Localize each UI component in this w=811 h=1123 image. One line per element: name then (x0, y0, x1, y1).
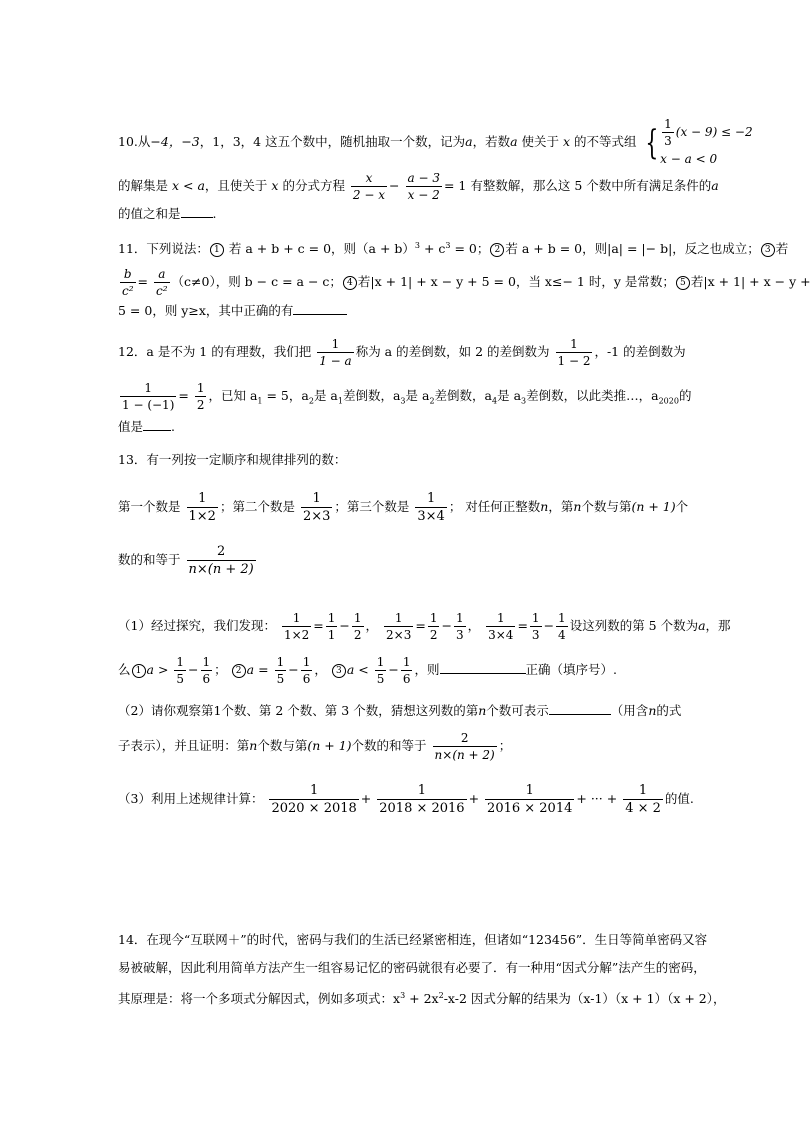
fraction: $\frac{b}{\text{c²}}$ (122, 267, 134, 298)
q11-line2: $\frac{b}{\text{c²}}$ = $\frac{a}{\text{c²}}$ （c≠0），则 b − c = a − c； 4 若|x + 1| + x − y + 5 = 0，当 x≤− 1 时，y 是常数； 5 若|x + 1| + x − y + (122, 267, 811, 298)
fraction: $\frac{a - 3}{x - 2}$ (407, 171, 440, 202)
q12-line1: 12．a 是不为 1 的有理数，我们把 $\frac{1}{1 - a}$ 称为 a 的差倒数，如 2 的差倒数为 $\frac{1}{1 - 2}$ ，-1 的差倒数为 (118, 337, 686, 368)
q14-line3: 其原理是：将一个多项式分解因式，例如多项式：$x^3 + 2x^2-x-2$ 因式分解的结果为（x-1）（x + 1）（x + 2）， (118, 991, 726, 1007)
q13-part3: （3）利用上述规律计算： $\frac{1}{2020 \times 2018}$ + $\frac{1}{2018 \times 2016}$ + $\frac{1}{2016 \times 2014}$ + ··· + $\frac{1}{4 \times 2}$ 的值. (118, 783, 694, 816)
q13-part2-line1: （2）请你观察第1个数、第 2 个数、第 3 个数，猜想这列数的第n个数可表示 （用含n的式 (118, 703, 682, 718)
q10-line3: 的值之和是 . (118, 206, 217, 221)
q10-line2: 的解集是 x < a，且使关于 x 的分式方程 $\frac{x}{2 - x}$ − $\frac{a - 3}{x - 2}$ = 1 有整数解，那么这 5 个数中所有满足条件的a (118, 171, 719, 202)
q13-line2: 第一个数是 $\frac{1}{1\times 2}$ ；第二个数是 $\frac{1}{2\times 3}$ ；第三个数是 $\frac{1}{3\times 4}$ ； 对任何正整数n，第n个数与第(n + 1)个 (118, 491, 689, 524)
fraction: $\frac{x}{2 - x}$ (352, 171, 386, 202)
q13-part1-line2: 么 1 a > $\frac{1}{5}$ − $\frac{1}{6}$ ； 2 a = $\frac{1}{5}$ − $\frac{1}{6}$ ， 3 a < $\frac{1}{5}$ − $\frac{1}{6}$ ，则 正确（填序号）. (118, 655, 617, 686)
answer-blank[interactable] (440, 661, 526, 674)
answer-blank[interactable] (181, 205, 213, 218)
inequality-system: { $\frac{1}{3}$ (x − 9) ≤ −2 x − a < 0 (644, 117, 753, 166)
q13-title: 13．有一列按一定顺序和规律排列的数： (118, 452, 347, 467)
fraction: $\frac{1}{1\times 2}$ (188, 491, 216, 524)
fraction: $\frac{1}{1 - 2}$ (557, 337, 591, 368)
q11-line3: 5 = 0，则 y≥x，其中正确的有 (118, 302, 347, 319)
q11-line1: 11．下列说法： 1 若 a + b + c = 0，则$(a + b)^3 + c^3 = 0$； 2 若 a + b = 0，则|a| = |− b|，反之也成立； 3 若 (118, 241, 789, 257)
q13-part1-line1: （1）经过探究，我们发现： $\frac{1}{1\times 2}$ = $\frac{1}{1}$ − $\frac{1}{2}$ ， $\frac{1}{2\times 3}$ = $\frac{1}{2}$ − $\frac{1}{3}$ ， $\frac{1}{3\times 4}$ = $\frac{1}{3}$ − $\frac{1}{4}$ 设这列数的第 5 个数为a，那 (118, 611, 731, 642)
q10-line1: 10.从−4，−3，1，3，4 这五个数中，随机抽取一个数，记为a，若数a 使关于 x 的不等式组 { $\frac{1}{3}$ (x − 9) ≤ −2 x − a < 0 (118, 117, 753, 166)
fraction: $\frac{2}{n\times(n + 2)}$ (188, 544, 254, 577)
answer-blank[interactable] (143, 418, 171, 431)
q12-line3: 值是 . (118, 419, 175, 434)
q14-line1: 14．在现今“互联网＋”的时代，密码与我们的生活已经紧密相连，但诸如“123456”．生日等简单密码又容 (118, 932, 708, 947)
q14-line2: 易被破解，因此利用简单方法产生一组容易记忆的密码就很有必要了．有一种用“因式分解”法产生的密码， (118, 960, 706, 975)
q13-line3: 数的和等于 $\frac{2}{n\times(n + 2)}$ (118, 544, 254, 577)
q12-line2: $\frac{1}{1 - (-1)}$ = $\frac{1}{2}$ ，已知 $a_1 = 5$，$a_2$是 $a_1$差倒数，$a_3$是 $a_2$差倒数，$a_4$是 $a_3$差倒数，以此类推…，$a_{2020}$的 (122, 381, 692, 412)
q13-part2-line2: 子表示），并且证明：第n个数与第(n + 1)个数的和等于 $\frac{2}{n\times(n + 2)}$ ； (118, 731, 512, 762)
fraction: $\frac{1}{2}$ (196, 381, 205, 412)
fraction: $\frac{a}{\text{c²}}$ (156, 267, 168, 298)
answer-blank[interactable] (549, 702, 611, 715)
fraction: $\frac{1}{3\times 4}$ (417, 491, 445, 524)
answer-blank[interactable] (293, 302, 347, 315)
fraction: $\frac{1}{2\times 3}$ (302, 491, 331, 524)
fraction: $\frac{1}{1 - (-1)}$ (122, 381, 175, 412)
fraction: $\frac{1}{1 - a}$ (319, 337, 352, 368)
